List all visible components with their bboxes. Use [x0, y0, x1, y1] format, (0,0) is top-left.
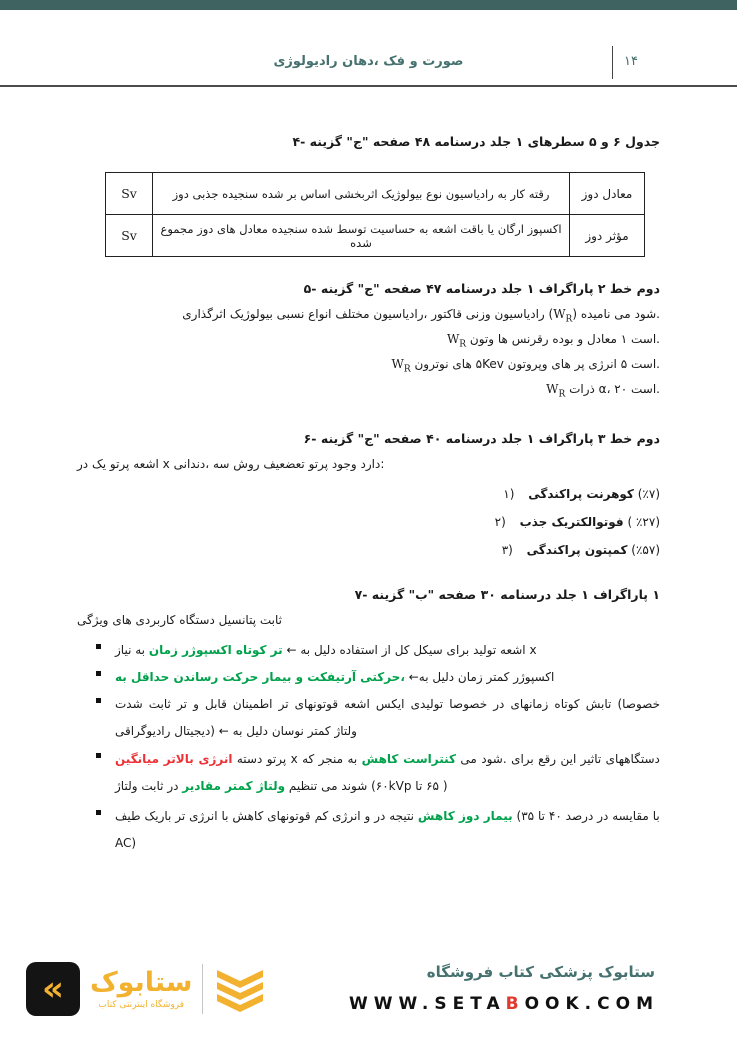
dose-desc-cell: دوز جذبی سنجیده شده بر اساس اثربخشی بیولوژیک نوع رادیاسیون به کار رقته	[153, 173, 570, 215]
item-percent: ( ٪۲۷)	[627, 515, 660, 529]
text-segment-red: میانگین بالاتر انرژی	[115, 752, 233, 766]
item-percent: (٪۷)	[637, 487, 660, 501]
item-name: جذب فوتوالکتریک	[519, 515, 624, 529]
item-name: پراکندگی کمپتون	[526, 543, 628, 557]
item-name: پراکندگی کوهرنت	[528, 487, 634, 501]
text-segment: نیاز به	[115, 643, 146, 657]
bullet-square-icon	[96, 671, 101, 676]
text-segment: تنظیم می شوند (۶۰kVp تا ۶۵ )	[288, 779, 448, 793]
bullet-text	[115, 664, 660, 691]
list-item	[77, 513, 737, 531]
text-segment: (۳۵ تا ۴۰ درصد در مقایسه با AC)	[115, 809, 660, 850]
dose-unit-cell: Sv	[106, 173, 153, 215]
item-number: ۱)	[503, 487, 515, 501]
dose-unit-cell: Sv	[106, 215, 153, 257]
section6-heading: ۶- گزینه "ج" صفحه ۴۰ درسنامه جلد ۱ پاراگراف ۳ خط دوم	[303, 431, 660, 446]
top-accent-bar	[0, 0, 737, 10]
list-item	[77, 691, 660, 745]
text-segment-green: مقادیر کمتر ولتاژ	[182, 779, 286, 793]
header-rule	[0, 85, 737, 87]
logo-title: ستابوک	[90, 966, 193, 998]
text-segment-green: کاهش کنتراست	[361, 752, 457, 766]
logo-wordmark	[90, 968, 192, 1011]
text-segment: دسته پرتو x که منجر به	[236, 752, 358, 766]
dose-desc-cell: مجموع دوز های معادل سنجیده شده توسط حساسیت به اشعه باقت یا ارگان اکسپوز شده	[153, 215, 570, 257]
bullet-square-icon	[96, 753, 101, 758]
table-row	[106, 173, 645, 215]
section5-line: $W_R$ وتون ها رقرنس بوده و معادل ۱ است.	[446, 332, 660, 350]
store-name: فروشگاه کتاب پزشکی ستابوک	[426, 963, 655, 981]
logo-subtitle: فروشگاه اینترنتی کتاب	[98, 1000, 185, 1011]
dose-label-cell: دوز معادل	[570, 173, 645, 215]
text-segment: طیف باریک تر انرژی با کاهش قوتونهای کم انرژی و در نتیجه	[115, 809, 415, 823]
text-segment-green: زمان اکسپوژر کوتاه تر	[148, 643, 283, 657]
item-number: ۲)	[494, 515, 506, 529]
bullet-text	[115, 803, 660, 857]
section5-line: $W_R$ نوترون های ۵Kev وپروتون های پر انرژی ۵ است.	[391, 357, 660, 375]
section6-intro: در یک پرتو اشعه x دندانی، سه روش تعضعیف پرتو وجود دارد:	[77, 457, 385, 471]
section5-heading: ۵- گزینه "ج" صفحه ۴۷ درسنامه جلد ۱ پاراگراف ۲ خط دوم	[303, 281, 660, 296]
text-segment: ← به دلیل استفاده از کل سیکل برای تولید اشعه x	[286, 643, 537, 657]
list-item	[77, 803, 660, 857]
list-item	[77, 541, 737, 559]
text-segment-green: به حداقل رساندن حرکت بیمار و آرتیفکت حرکتی،	[115, 670, 405, 684]
section5-line: $W_R$ ذرات α، ۲۰ است.	[546, 382, 660, 400]
website-url[interactable]: WWW.SETABOOK.COM	[349, 994, 659, 1014]
page-number: ۱۴	[624, 54, 638, 69]
section7-intro: ویژگی های کاربردی دستگاه پتانسیل ثابت	[77, 613, 282, 627]
text-segment: می شود. برای رقع این تاثیر دستگاههای ولتاژ ثابت در	[115, 752, 660, 793]
text-segment: ←به دلیل زمان کمتر اکسپوژر	[408, 670, 555, 684]
section4-heading: ۴- گزینه "ج" صفحه ۴۸ درسنامه جلد ۱ سطرهای ۵ و ۶ جدول	[292, 134, 660, 149]
item-number: ۳)	[501, 543, 513, 557]
logo-badge-icon: «	[26, 962, 80, 1016]
bullet-text	[115, 691, 660, 745]
section7-heading: ۷- گزینه "ب" صفحه ۳۰ درسنامه جلد ۱ پاراگراف ۱	[354, 587, 660, 602]
page-header-title: رادیولوژی دهان، فک و صورت	[273, 54, 464, 69]
bullet-square-icon	[96, 810, 101, 815]
table-row	[106, 215, 645, 257]
list-item	[77, 485, 737, 503]
section5-line: اثرگذاری بیولوژیک نسبی انواع مختلف رادیاسیون، قاکتور وزنی رادیاسیون $(W_R)$ نامیده می شود.	[182, 307, 660, 325]
bullet-text	[115, 746, 660, 800]
logo-divider	[202, 964, 203, 1014]
dose-table	[105, 172, 645, 257]
list-item	[77, 746, 660, 800]
setabook-logo	[26, 962, 267, 1016]
text-segment-green: کاهش دوز بیمار	[417, 809, 513, 823]
bullet-square-icon	[96, 698, 101, 703]
setabook-emblem-icon	[213, 962, 267, 1016]
list-item	[77, 664, 660, 691]
header-divider	[612, 46, 613, 79]
dose-label-cell: دوز مؤثر	[570, 215, 645, 257]
bullet-square-icon	[96, 644, 101, 649]
item-percent: (٪۵۷)	[631, 543, 660, 557]
bullet-text	[115, 637, 660, 664]
list-item	[77, 637, 660, 664]
text-segment: شدت ثابت تر و قابل اطمینان تر قوتونهای اشعه ایکس تولیدی خصوصا در زمانهای کوتاه تابش (خصوصا رادیوگراقی دیجیتال) ← به دلیل نوسان کمتر ولتاژ	[115, 697, 661, 738]
